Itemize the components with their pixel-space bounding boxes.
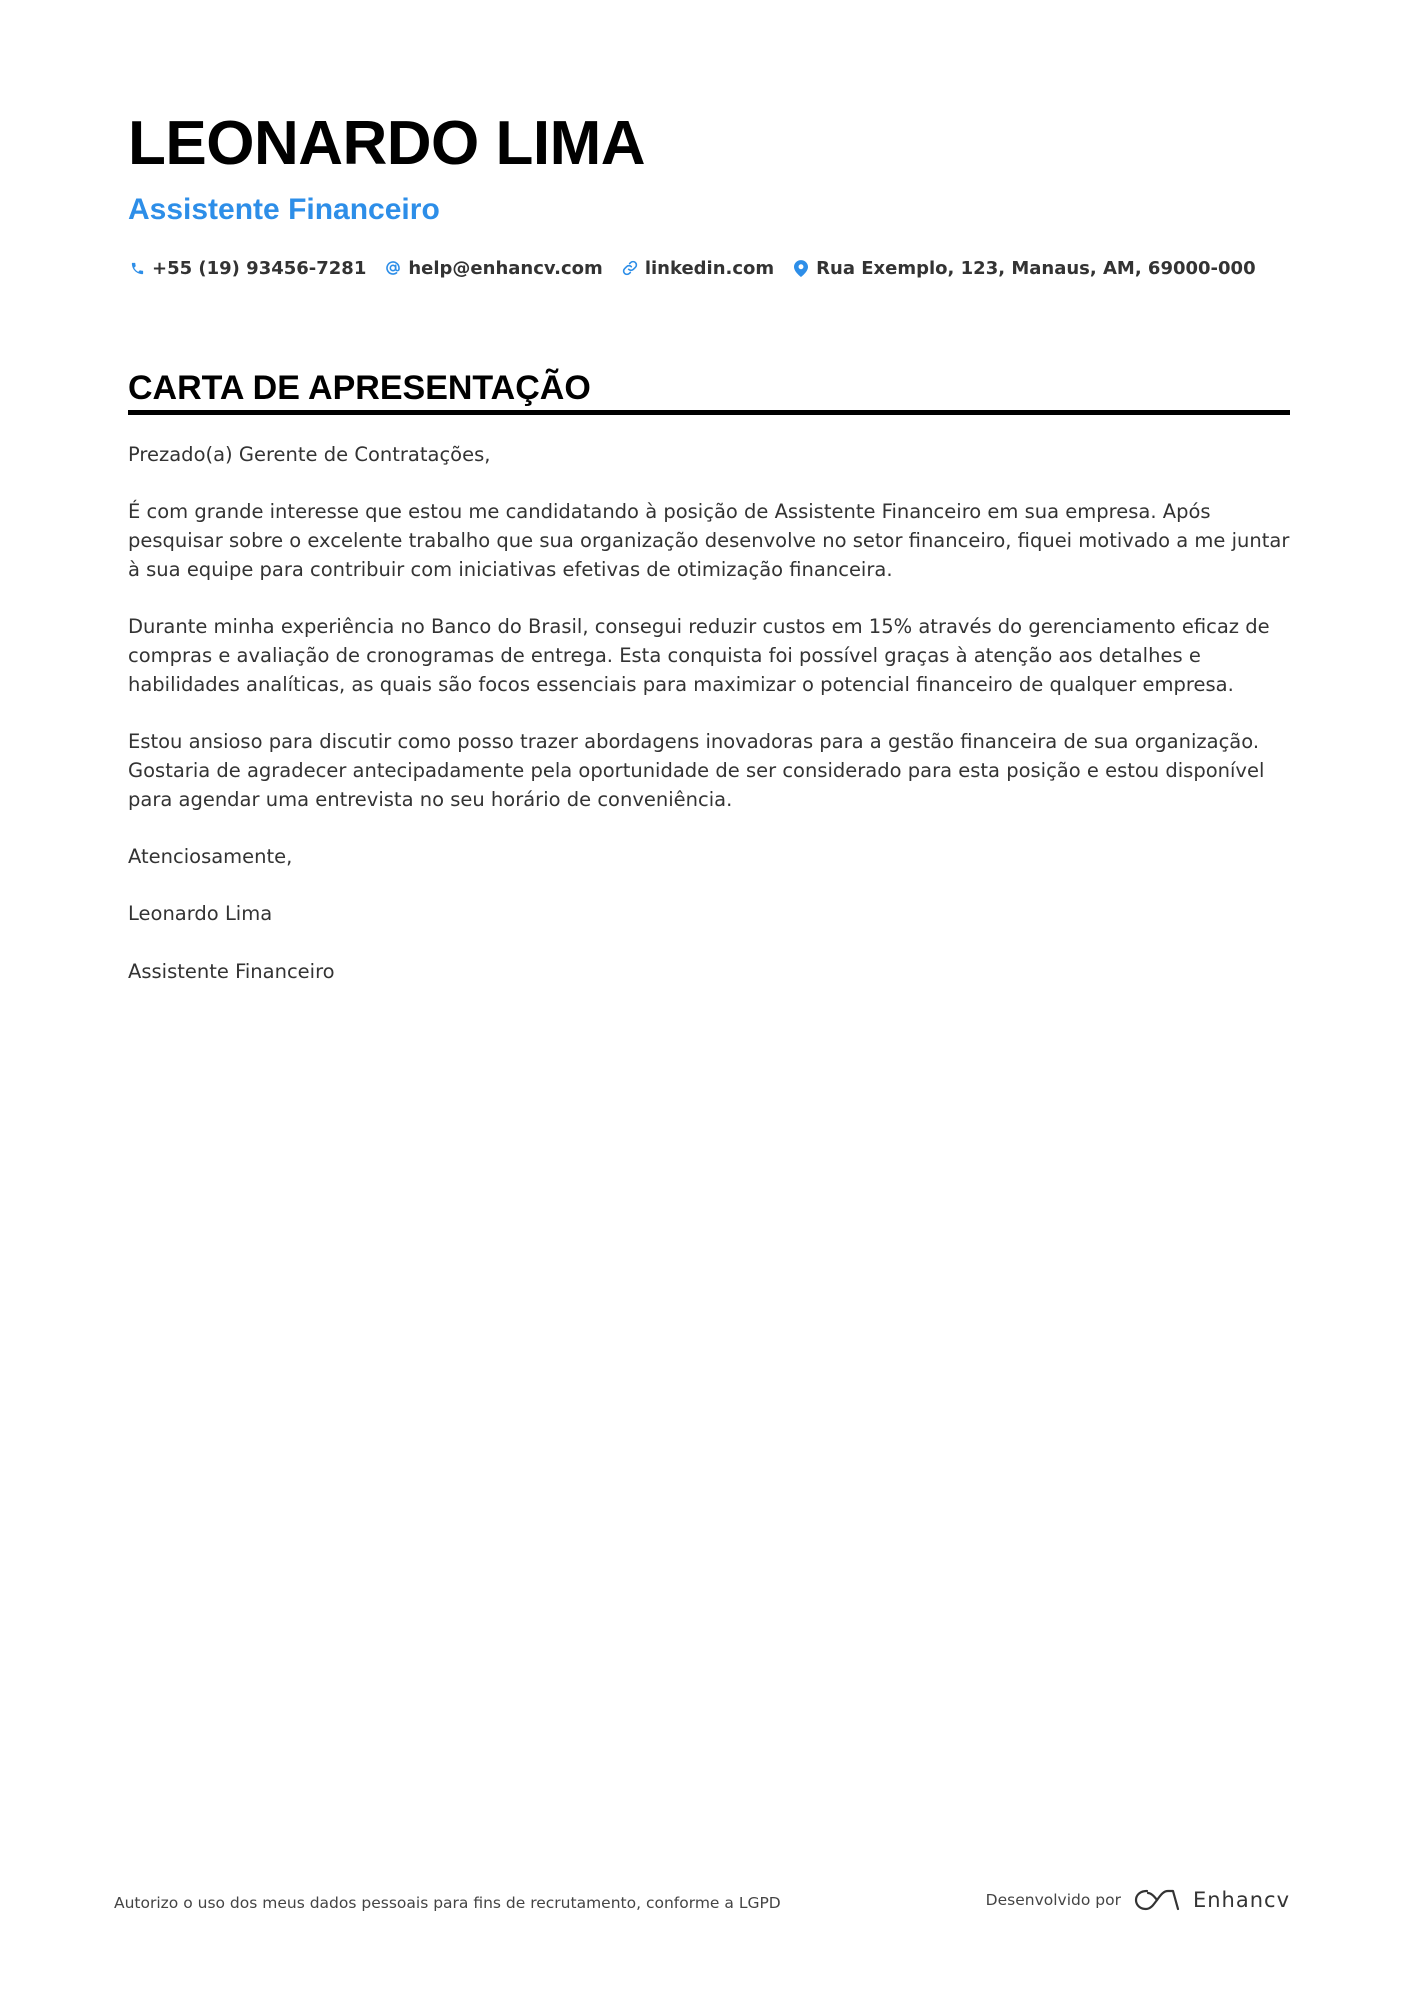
signature-title: Assistente Financeiro — [128, 959, 335, 983]
candidate-role: Assistente Financeiro — [128, 193, 440, 226]
brand-name: Enhancv — [1192, 1888, 1290, 1912]
paragraph: Estou ansioso para discutir como posso trazer abordagens inovadoras para a gestão financeira de sua organização. Gostaria de agradecer antecipadamente pela oportunidade de ser considerado para esta posição e estou disponível para agendar uma entrevista no seu horário de conveniência. — [128, 730, 1265, 811]
link-icon — [621, 259, 639, 277]
section-title: CARTA DE APRESENTAÇÃO — [128, 369, 591, 407]
paragraph: É com grande interesse que estou me candidatando à posição de Assistente Financeiro em sua empresa. Após pesquisar sobre o excelente trabalho que sua organização desenvolve no setor financeiro, fiquei motivado a me juntar à sua equipe para contribuir com iniciativas efetivas de otimização financeira. — [128, 500, 1290, 581]
contact-link[interactable] — [621, 258, 774, 279]
contact-address — [792, 258, 1255, 279]
contact-email[interactable] — [384, 258, 602, 279]
signature-name: Leonardo Lima — [128, 902, 273, 926]
location-pin-icon — [792, 259, 810, 277]
salutation: Prezado(a) Gerente de Contratações, — [128, 443, 491, 466]
contact-bar — [128, 252, 1256, 284]
link-text[interactable]: linkedin.com — [644, 257, 775, 279]
phone-icon — [128, 259, 146, 277]
candidate-name: LEONARDO LIMA — [128, 109, 646, 178]
phone-text: +55 (19) 93456-7281 — [152, 257, 367, 279]
enhancv-logo-icon — [1133, 1887, 1181, 1913]
contact-phone — [128, 258, 366, 279]
address-text: Rua Exemplo, 123, Manaus, AM, 69000-000 — [816, 257, 1256, 279]
email-text[interactable]: help@enhancv.com — [408, 257, 603, 279]
at-icon — [384, 259, 402, 277]
section-divider — [128, 410, 1290, 415]
powered-by — [986, 1880, 1290, 1920]
consent-note: Autorizo o uso dos meus dados pessoais para fins de recrutamento, conforme a LGPD — [114, 1894, 781, 1912]
powered-by-label: Desenvolvido por — [985, 1891, 1121, 1909]
letter-body — [128, 441, 1290, 1015]
closing: Atenciosamente, — [128, 844, 293, 868]
paragraph: Durante minha experiência no Banco do Brasil, consegui reduzir custos em 15% através do gerenciamento eficaz de compras e avaliação de cronogramas de entrega. Esta conquista foi possível graças à atenção aos detalhes e habilidades analíticas, as quais são focos essenciais para maximizar o potencial financeiro de qualquer empresa. — [128, 615, 1270, 696]
